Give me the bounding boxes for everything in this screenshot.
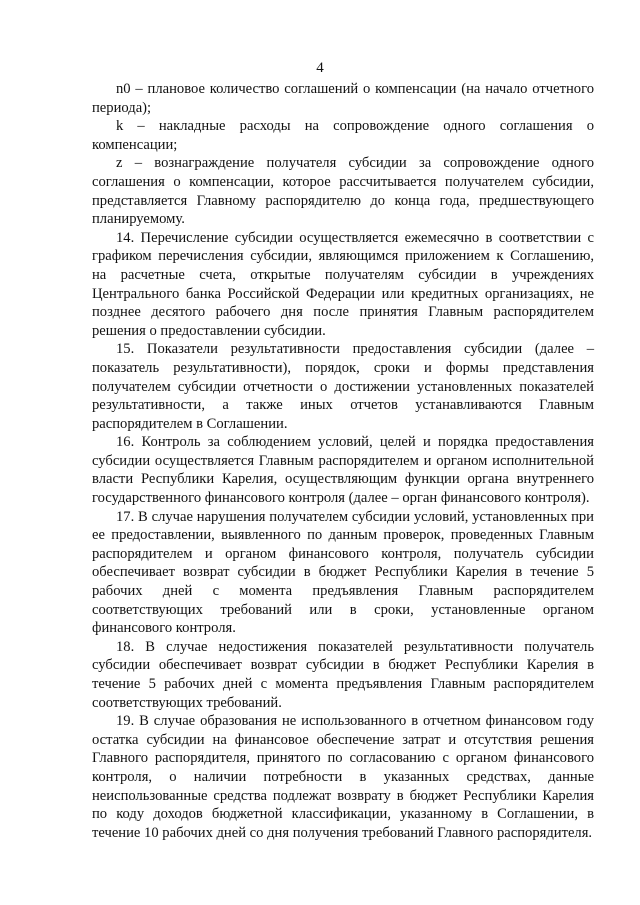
paragraph-17: 17. В случае нарушения получателем субсидии условий, установленных при ее предоставлении, выявленного по данным проверок, проведенных Главным распорядителем и органом финансового контроля, получатель субсидии обеспечивает возврат субсидии в бюджет Республики Карелия в течение 5 рабочих дней с момента предъявления Главным распорядителем соответствующих требований или в сроки, установленные органом финансового контроля. (92, 508, 594, 637)
paragraph-16: 16. Контроль за соблюдением условий, целей и порядка предоставления субсидии осуществляется Главным распорядителем и органом исполнительной власти Республики Карелия, осуществляющим функции органа внутреннего государственного финансового контроля (далее – орган финансового контроля). (92, 434, 594, 507)
paragraph-14: 14. Перечисление субсидии осуществляется ежемесячно в соответствии с графиком перечисления субсидии, являющимся приложением к Соглашению, на расчетные счета, открытые получателям субсидии в учреждениях Центрального банка Российской Федерации или кредитных организациях, не позднее десятого рабочего дня после принятия Главным распорядителем решения о предоставлении субсидии. (92, 229, 594, 339)
paragraph-19: 19. В случае образования не использованного в отчетном финансовом году остатка субсидии на финансовое обеспечение затрат и отсутствия решения Главного распорядителя, принятого по согласованию с органом финансового контроля, о наличии потребности в указанных средствах, данные неиспользованные средства подлежат возврату в бюджет Республики Карелия по коду доходов бюджетной классификации, указанному в Соглашении, в течение 10 рабочих дней со дня получения требований Главного распорядителя. (92, 713, 594, 841)
paragraph-15: 15. Показатели результативности предоставления субсидии (далее – показатель результативности), порядок, сроки и формы представления получателем субсидии отчетности о достижении установленных показателей результативности, а также иных отчетов устанавливаются Главным распорядителем в Соглашении. (92, 341, 594, 432)
paragraph-k-definition: k – накладные расходы на сопровождение одного соглашения о компенсации; (92, 118, 594, 153)
document-body (92, 80, 594, 842)
paragraph-18: 18. В случае недостижения показателей результативности получатель субсидии обеспечивает возврат субсидии в бюджет Республики Карелия в течение 5 рабочих дней с момента предъявления Главным распорядителем соответствующих требований. (92, 638, 594, 711)
paragraph-z-definition: z – вознаграждение получателя субсидии за сопровождение одного соглашения о компенсации, которое рассчитывается получателем субсидии, представляется Главному распорядителю до конца года, предшествующего планируемому. (92, 155, 594, 228)
paragraph-n0-definition: n0 – плановое количество соглашений о компенсации (на начало отчетного периода); (92, 81, 594, 116)
page-number: 4 (316, 60, 324, 76)
